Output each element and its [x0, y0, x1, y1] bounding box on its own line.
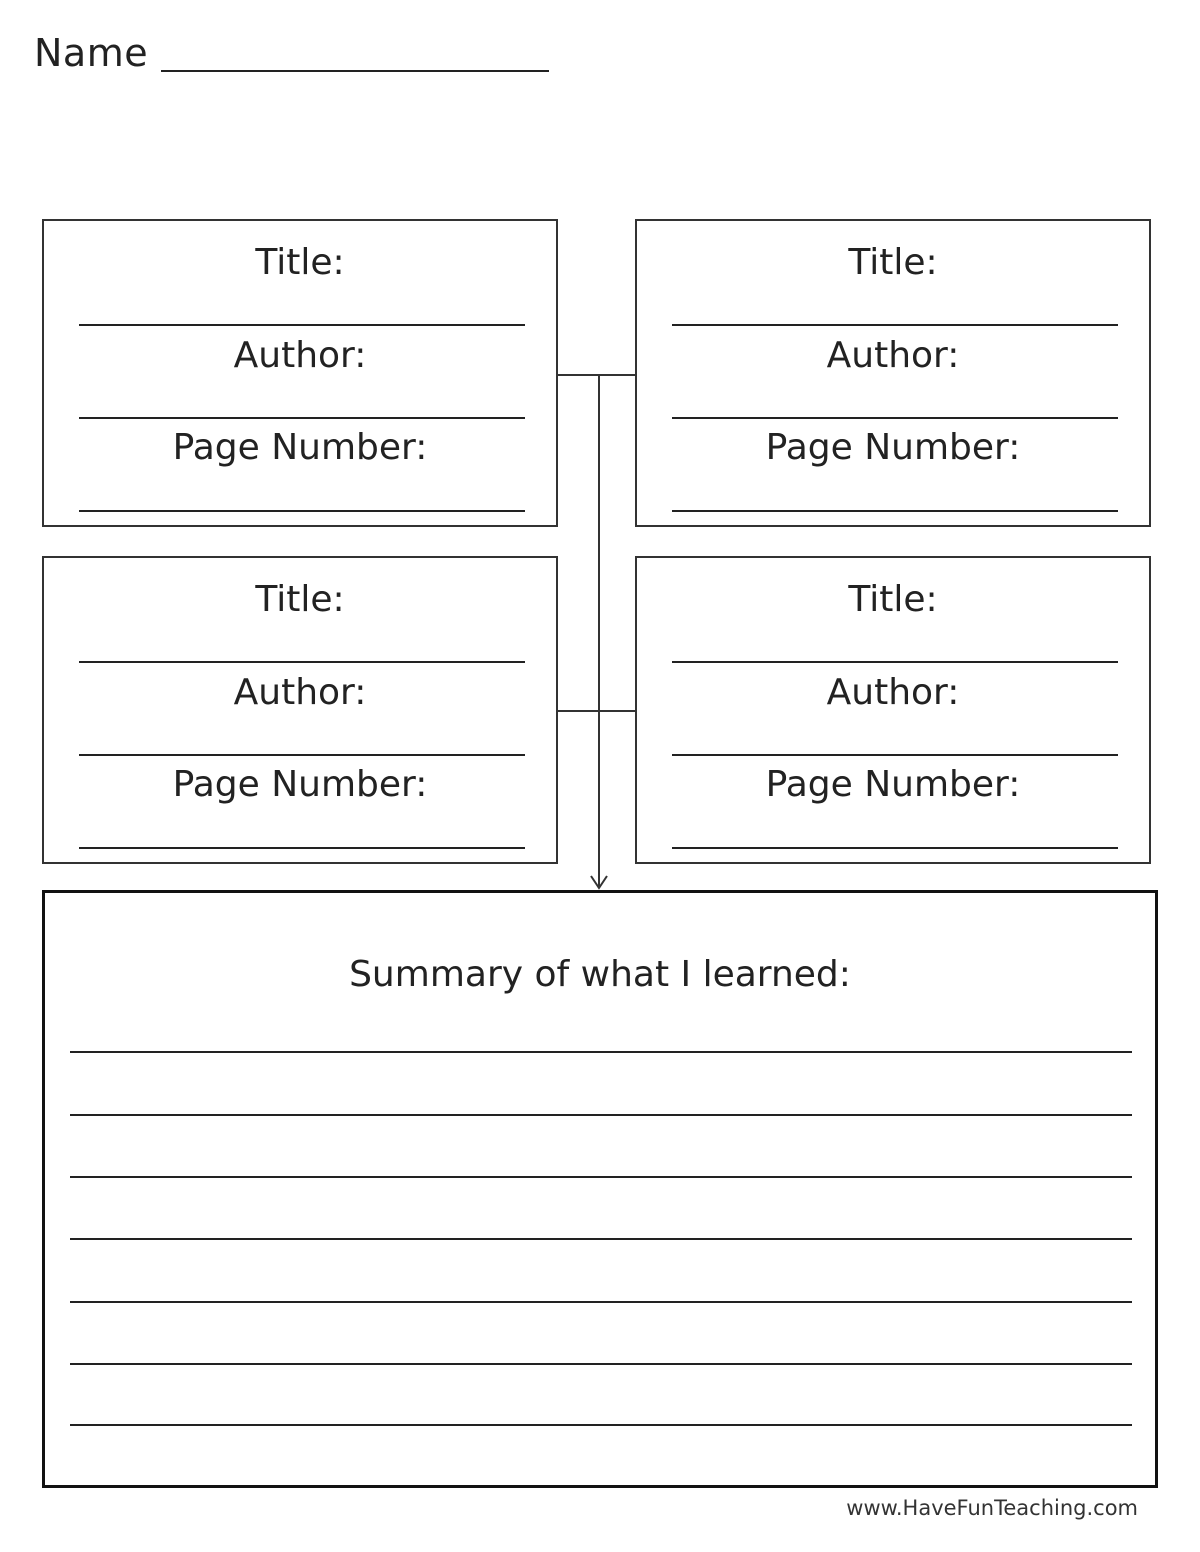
author-label: Author:: [826, 335, 960, 376]
source-box-4: [635, 556, 1151, 864]
author-input-line[interactable]: [672, 754, 1118, 756]
author-input-line[interactable]: [79, 417, 525, 419]
summary-writing-line[interactable]: [70, 1114, 1132, 1116]
title-input-line[interactable]: [79, 324, 525, 326]
title-label: Title:: [255, 579, 345, 620]
page-number-label: Page Number:: [172, 764, 428, 805]
summary-writing-line[interactable]: [70, 1424, 1132, 1426]
footer-website: www.HaveFunTeaching.com: [846, 1496, 1138, 1520]
author-input-line[interactable]: [79, 754, 525, 756]
author-input-line[interactable]: [672, 417, 1118, 419]
summary-box: [42, 890, 1158, 1488]
page-number-label: Page Number:: [765, 764, 1021, 805]
summary-title: Summary of what I learned:: [349, 954, 851, 995]
author-label: Author:: [826, 672, 960, 713]
arrow-down-icon: [589, 872, 609, 892]
author-label: Author:: [233, 335, 367, 376]
page-number-input-line[interactable]: [79, 847, 525, 849]
page-number-label: Page Number:: [172, 427, 428, 468]
title-label: Title:: [848, 242, 938, 283]
summary-writing-line[interactable]: [70, 1238, 1132, 1240]
page-number-input-line[interactable]: [672, 510, 1118, 512]
title-label: Title:: [848, 579, 938, 620]
title-input-line[interactable]: [672, 661, 1118, 663]
source-box-2: [635, 219, 1151, 527]
title-label: Title:: [255, 242, 345, 283]
source-box-1: [42, 219, 558, 527]
page-number-input-line[interactable]: [79, 510, 525, 512]
source-box-3: [42, 556, 558, 864]
summary-writing-line[interactable]: [70, 1363, 1132, 1365]
author-label: Author:: [233, 672, 367, 713]
connector-line-vertical: [598, 374, 600, 886]
summary-writing-line[interactable]: [70, 1301, 1132, 1303]
title-input-line[interactable]: [79, 661, 525, 663]
page-number-input-line[interactable]: [672, 847, 1118, 849]
name-label: Name: [34, 31, 149, 75]
name-input-line[interactable]: [161, 70, 549, 72]
summary-writing-line[interactable]: [70, 1176, 1132, 1178]
summary-writing-line[interactable]: [70, 1051, 1132, 1053]
page-number-label: Page Number:: [765, 427, 1021, 468]
title-input-line[interactable]: [672, 324, 1118, 326]
